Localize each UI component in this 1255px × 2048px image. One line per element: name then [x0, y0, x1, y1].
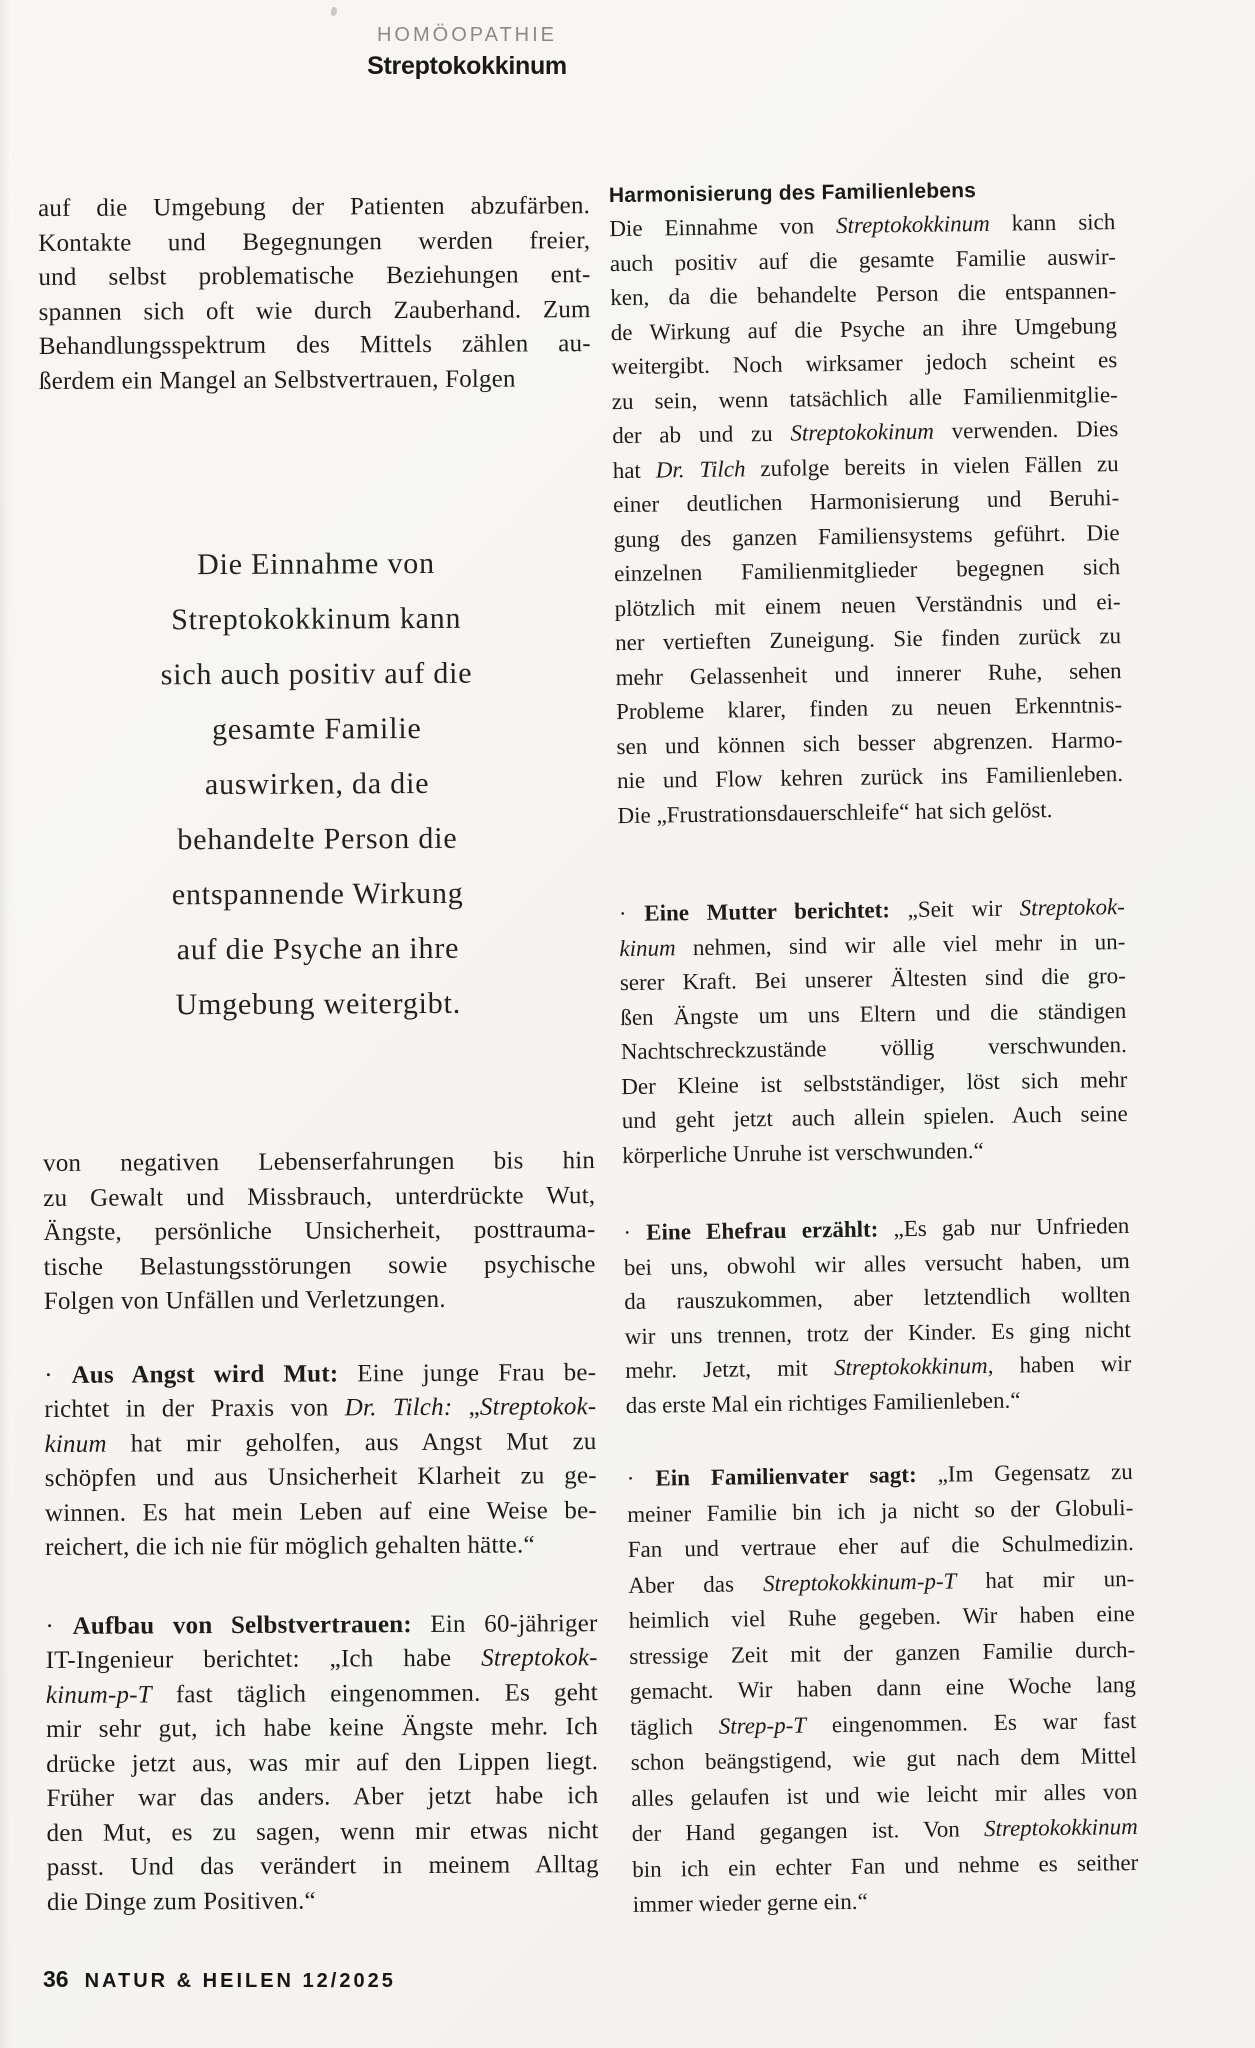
- text-line: tische Belastungsstörungen sowie psychische: [43, 1250, 596, 1281]
- text-line: der ab und zu Streptokokinum verwenden. Dies: [612, 416, 1119, 449]
- testimonial-familienvater: [627, 1454, 1139, 1923]
- text-line: ßerdem ein Mangel an Selbstvertrauen, Folgen: [38, 365, 516, 395]
- text-line: IT-Ingenieur berichtet: „Ich habe Streptokok-: [45, 1644, 598, 1674]
- text-line: nie und Flow kehren zurück ins Familienleben.: [616, 761, 1124, 794]
- text-line: · Eine Ehefrau erzählt: „Es gab nur Unfrieden: [623, 1213, 1130, 1246]
- left-column: [38, 189, 599, 1920]
- testimonial-angst-wird-mut: [44, 1356, 597, 1566]
- page-footer: [43, 1966, 396, 1993]
- article-title: Streptokokkinum: [367, 52, 567, 80]
- text-line: drücke jetzt aus, was mir auf den Lippen liegt.: [46, 1747, 599, 1778]
- text-line: Der Kleine ist selbstständiger, löst sich mehr: [621, 1066, 1128, 1099]
- text-line: das erste Mal ein richtiges Familienleben.“: [625, 1387, 1021, 1418]
- text-line: mir sehr gut, ich habe keine Ängste mehr. Ich: [45, 1713, 599, 1743]
- text-line: gung des ganzen Familiensystems geführt. Die: [613, 519, 1120, 552]
- text-line: · Ein Familienvater sagt: „Im Gegensatz zu: [626, 1458, 1133, 1492]
- text-line: wir uns trennen, trotz der Kinder. Es ging nicht: [624, 1316, 1131, 1349]
- text-line: Nachtschreckzustände völlig verschwunden.: [620, 1032, 1127, 1065]
- testimonial-ehefrau: [623, 1209, 1132, 1423]
- subsection-heading: Harmonisierung des Familienlebens: [608, 179, 977, 208]
- text-line: bin ich ein echter Fan und nehme es seither: [632, 1849, 1139, 1882]
- text-line: bei uns, obwohl wir alles versucht haben, um: [623, 1247, 1130, 1280]
- text-line: heimlich viel Ruhe gegeben. Wir haben eine: [628, 1600, 1135, 1634]
- text-line: kinum hat mir geholfen, aus Angst Mut zu: [44, 1427, 597, 1458]
- text-line: plötzlich mit einem neuen Verständnis und ei-: [614, 588, 1121, 621]
- text-line: einzelnen Familienmitglieder begegnen sich: [613, 554, 1121, 587]
- text-line: der Hand gegangen ist. Von Streptokokkinum: [631, 1813, 1138, 1847]
- text-line: entspannende Wirkung: [171, 876, 464, 912]
- text-line: weitergibt. Noch wirksamer jedoch scheint es: [611, 347, 1118, 380]
- text-line: Behandlungsspektrum des Mittels zählen au-: [38, 330, 591, 360]
- text-line: sich auch positiv auf die: [160, 656, 473, 692]
- text-line: alles gelaufen ist und wie leicht mir alles von: [631, 1778, 1138, 1811]
- text-line: den Mut, es zu sagen, wenn mir etwas nicht: [46, 1816, 599, 1847]
- text-line: Umgebung weitergibt.: [175, 986, 462, 1022]
- text-line: Folgen von Unfällen und Verletzungen.: [43, 1285, 446, 1315]
- text-line: Früher war das anders. Aber jetzt habe ich: [46, 1782, 599, 1812]
- page-number: 36: [43, 1966, 69, 1992]
- text-line: spannen sich oft wie durch Zauberhand. Zum: [38, 295, 591, 326]
- text-line: die Dinge zum Positiven.“: [46, 1887, 316, 1916]
- body-paragraph-symptoms: [43, 1144, 596, 1319]
- text-line: Probleme klarer, finden zu neuen Erkenntnis-: [615, 692, 1123, 725]
- text-line: körperliche Unruhe ist verschwunden.“: [622, 1137, 984, 1168]
- text-line: gesamte Familie: [211, 711, 422, 747]
- text-line: · Eine Mutter berichtet: „Seit wir Streptokok-: [618, 894, 1126, 927]
- text-line: da rauszukommen, aber letztendlich wollten: [624, 1281, 1131, 1315]
- pull-quote: [40, 535, 595, 1033]
- text-line: · Aufbau von Selbstvertrauen: Ein 60-jähriger: [45, 1609, 598, 1640]
- testimonial-selbstvertrauen: [45, 1607, 599, 1920]
- text-line: auf die Psyche an ihre: [176, 931, 460, 967]
- text-line: passt. Und das verändert in meinem Alltag: [46, 1851, 599, 1881]
- text-line: Die Einnahme von: [196, 546, 435, 582]
- magazine-name: NATUR & HEILEN 12/2025: [84, 1970, 396, 1992]
- text-line: ner vertieften Zuneigung. Sie finden zurück zu: [614, 623, 1122, 656]
- text-line: behandelte Person die: [177, 821, 458, 857]
- text-line: kinum nehmen, sind wir alle viel mehr in un-: [619, 928, 1126, 961]
- text-line: Die „Frustrationsdauerschleife“ hat sich gelöst.: [617, 796, 1053, 828]
- text-line: schöpfen und aus Unsicherheit Klarheit zu ge-: [44, 1462, 597, 1492]
- text-line: immer wieder gerne ein.“: [632, 1888, 868, 1918]
- text-line: stressige Zeit mit der ganzen Familie durch-: [629, 1636, 1136, 1669]
- text-line: reichert, die ich nie für möglich gehalten hätte.“: [45, 1531, 535, 1561]
- text-line: sen und können sich besser abgrenzen. Harmo-: [616, 726, 1123, 759]
- text-line: auf die Umgebung der Patienten abzufärben.: [38, 192, 591, 222]
- text-line: auswirken, da die: [204, 766, 430, 802]
- text-line: von negativen Lebenserfahrungen bis hin: [43, 1147, 596, 1177]
- text-line: mehr. Jetzt, mit Streptokokkinum, haben wir: [625, 1350, 1132, 1384]
- testimonial-mutter: [619, 890, 1129, 1173]
- body-paragraph-harmonisierung: [609, 205, 1124, 833]
- text-line: und selbst problematische Beziehungen ent-: [38, 261, 591, 291]
- text-line: Ängste, persönliche Unsicherheit, posttrauma-: [43, 1216, 596, 1246]
- text-line: einer deutlichen Harmonisierung und Beruhi-: [613, 485, 1120, 518]
- text-line: täglich Strep-p-T eingenommen. Es war fast: [630, 1707, 1137, 1740]
- text-line: meiner Familie bin ich ja nicht so der Globuli-: [627, 1494, 1134, 1527]
- text-line: ßen Ängste um uns Eltern und die ständigen: [620, 997, 1127, 1030]
- scan-speck: [330, 6, 338, 16]
- text-line: schon beängstigend, wie gut nach dem Mittel: [630, 1742, 1137, 1776]
- text-line: winnen. Es hat mein Leben auf eine Weise be-: [44, 1496, 597, 1527]
- text-line: richtet in der Praxis von Dr. Tilch: „Streptokok-: [44, 1393, 597, 1423]
- text-line: gemacht. Wir haben dann eine Woche lang: [629, 1671, 1136, 1705]
- text-line: mehr Gelassenheit und innerer Ruhe, sehen: [615, 657, 1122, 690]
- text-line: kinum-p-T fast täglich eingenommen. Es geht: [45, 1678, 598, 1709]
- text-line: Aber das Streptokokkinum-p-T hat mir un-: [628, 1565, 1135, 1598]
- text-line: und geht jetzt auch allein spielen. Auch seine: [621, 1101, 1128, 1134]
- right-column: [609, 173, 1139, 1922]
- text-line: zu Gewalt und Missbrauch, unterdrückte Wut,: [43, 1181, 596, 1212]
- text-line: Streptokokkinum kann: [171, 601, 462, 637]
- body-paragraph-continued: [38, 189, 591, 399]
- text-line: zu sein, wenn tatsächlich alle Familienmitglie-: [611, 381, 1118, 414]
- text-line: auch positiv auf die gesamte Familie auswir-: [609, 243, 1116, 276]
- text-line: ken, da die behandelte Person die entspannen-: [610, 278, 1117, 311]
- text-line: Die Einnahme von Streptokokkinum kann sich: [609, 209, 1116, 242]
- text-line: · Aus Angst wird Mut: Eine junge Frau be-: [44, 1358, 597, 1389]
- text-line: Fan und vertraue eher auf die Schulmedizin.: [627, 1529, 1134, 1563]
- text-line: serer Kraft. Bei unserer Ältesten sind die gro-: [619, 963, 1127, 996]
- text-line: Kontakte und Begegnungen werden freier,: [38, 226, 591, 257]
- text-line: de Wirkung auf die Psyche an ihre Umgebung: [610, 312, 1117, 345]
- section-kicker: HOMÖOPATHIE: [376, 24, 558, 46]
- text-line: hat Dr. Tilch zufolge bereits in vielen Fällen zu: [612, 450, 1119, 483]
